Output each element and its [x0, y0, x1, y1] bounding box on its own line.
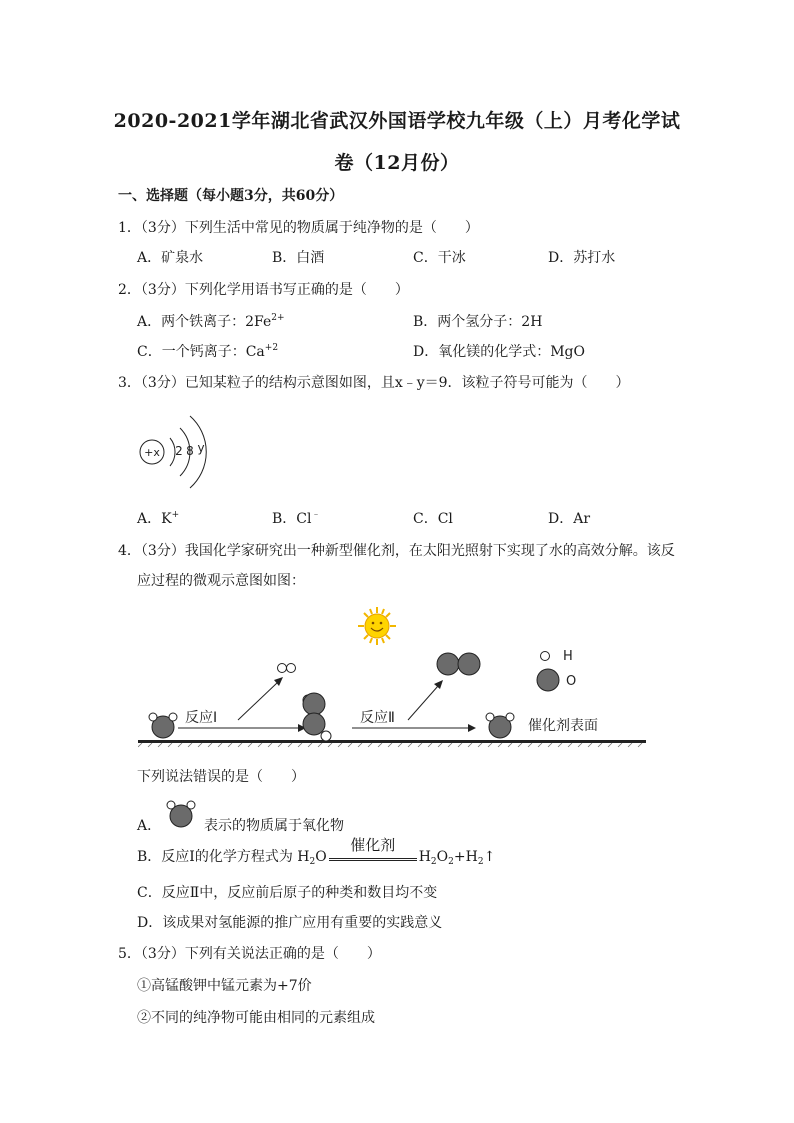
water-molecule-start — [149, 713, 177, 738]
svg-text:O: O — [566, 674, 577, 689]
q2-option-b[interactable]: B．两个氢分子：2H — [413, 314, 543, 330]
q4-option-c[interactable]: C．反应Ⅱ中，反应前后原子的种类和数目均不变 — [137, 885, 438, 901]
q1-option-d[interactable]: D．苏打水 — [548, 250, 616, 266]
reaction-1-label: 反应Ⅰ — [185, 710, 218, 726]
hydrogen-release-arrow — [238, 677, 283, 720]
q3-option-b[interactable] — [272, 509, 321, 529]
reaction-micro-diagram — [138, 604, 650, 754]
reaction-2-label: 反应Ⅱ — [360, 710, 395, 726]
q3-option-a[interactable] — [137, 509, 179, 529]
oxygen-molecule — [437, 653, 480, 675]
sun-icon — [358, 607, 396, 645]
q2-option-a[interactable] — [137, 312, 285, 332]
q3-option-d[interactable]: D．Ar — [548, 511, 591, 527]
q3-option-a-charge: + — [171, 510, 180, 520]
q5-stem: 5．（3分）下列有关说法正确的是（ ） — [118, 946, 381, 962]
atom-structure-diagram — [136, 400, 216, 500]
q2-option-c[interactable] — [137, 342, 278, 362]
q4-option-b-text: B．反应Ⅰ的化学方程式为 H — [137, 849, 310, 865]
q3-option-b-charge: ﹣ — [311, 510, 321, 520]
catalyst-surface-label: 催化剂表面 — [528, 718, 598, 734]
q2-option-a-text: A．两个铁离子：2Fe — [137, 314, 272, 330]
catalyst-condition-label: 催化剂 — [350, 836, 396, 854]
q2-option-c-text: C．一个钙离子：Ca — [137, 344, 265, 360]
surface-hatching — [138, 743, 642, 747]
q4-option-a-text: 表示的物质属于氧化物 — [204, 818, 344, 834]
q3-option-c[interactable]: C．Cl — [413, 511, 453, 527]
shell-1-count: 2 — [175, 444, 183, 458]
q3-stem: 3．（3分）已知某粒子的结构示意图如图，且x﹣y＝9．该粒子符号可能为（ ） — [118, 375, 630, 391]
q1-stem: 1．（3分）下列生活中常见的物质属于纯净物的是（ ） — [118, 220, 479, 236]
exam-title-line2: 卷（12月份） — [334, 152, 460, 174]
q5-statement-1: ①高锰酸钾中锰元素为+7价 — [137, 978, 312, 994]
shell-3-count: y — [197, 441, 205, 455]
q2-option-c-charge: +2 — [264, 343, 279, 353]
q3-option-b-text: B．Cl — [272, 511, 312, 527]
q4-option-a-prefix: A． — [137, 818, 162, 834]
legend-oxygen — [537, 669, 576, 691]
q4-question: 下列说法错误的是（ ） — [137, 769, 305, 785]
hydrogen-peroxide-molecule — [303, 693, 331, 741]
water-molecule-icon — [162, 796, 200, 830]
reaction-condition — [327, 836, 419, 867]
q5-statement-2: ②不同的纯净物可能由相同的元素组成 — [137, 1010, 375, 1026]
q4-stem-line1: 4．（3分）我国化学家研究出一种新型催化剂，在太阳光照射下实现了水的高效分解。该反 — [118, 543, 675, 559]
q4-option-b[interactable]: B．反应Ⅰ的化学方程式为 $H_2O$ 催化剂 $H_2O_2+H_2↑$ — [137, 836, 496, 867]
q2-stem: 2．（3分）下列化学用语书写正确的是（ ） — [118, 282, 409, 298]
q1-option-b[interactable]: B．白酒 — [272, 250, 325, 266]
q2-option-a-charge: 2+ — [271, 313, 285, 323]
q2-option-d[interactable]: D．氧化镁的化学式：MgO — [413, 344, 585, 360]
legend-hydrogen — [541, 649, 573, 664]
svg-text:H: H — [563, 649, 573, 664]
hydrogen-molecule — [278, 664, 296, 673]
q1-option-c[interactable]: C．干冰 — [413, 250, 466, 266]
q1-option-a[interactable]: A．矿泉水 — [137, 250, 204, 266]
section-heading: 一、选择题（每小题3分，共60分） — [118, 188, 344, 204]
exam-title-line1: 2020-2021学年湖北省武汉外国语学校九年级（上）月考化学试 — [113, 110, 681, 132]
q4-stem-line2: 应过程的微观示意图如图： — [137, 573, 305, 589]
shell-2-count: 8 — [186, 444, 194, 458]
q4-option-a[interactable] — [137, 816, 161, 836]
oxygen-release-arrow — [408, 680, 443, 720]
q3-option-a-text: A．K — [137, 511, 172, 527]
nucleus-label: +x — [144, 446, 160, 459]
q4-option-d[interactable]: D．该成果对氢能源的推广应用有重要的实践意义 — [137, 915, 443, 931]
water-molecule-end — [486, 713, 514, 738]
catalyst-surface-line — [138, 740, 646, 743]
